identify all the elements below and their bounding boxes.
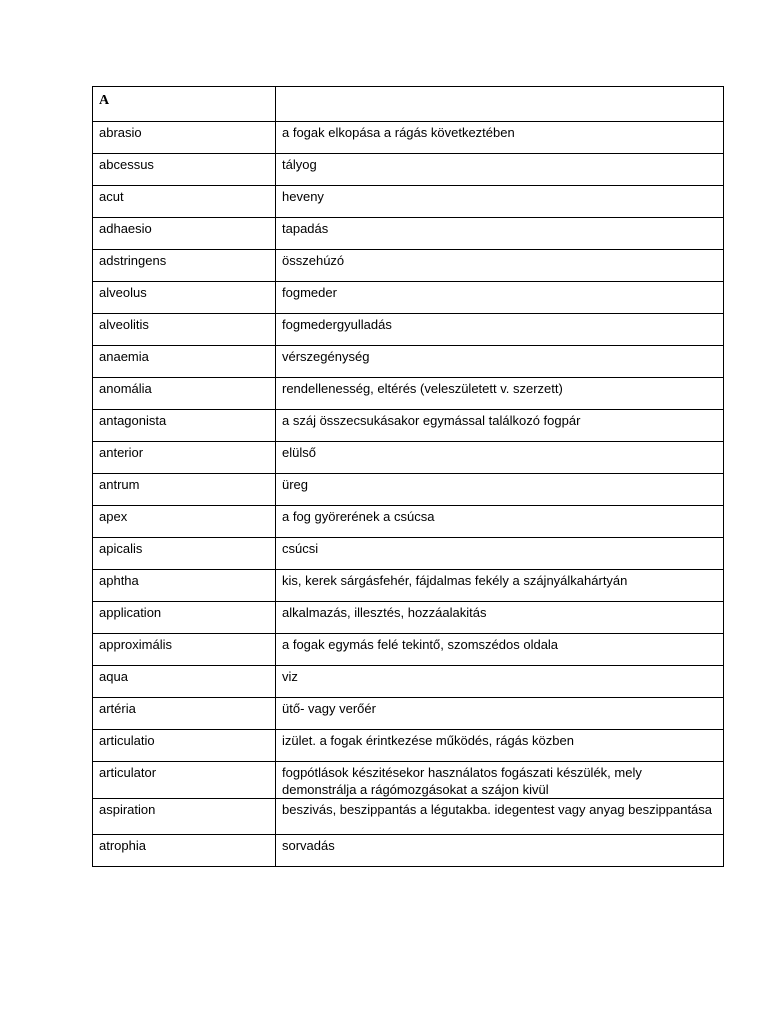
definition-cell: a fog györerének a csúcsa bbox=[276, 506, 724, 538]
definition-cell: izület. a fogak érintkezése működés, rágás közben bbox=[276, 730, 724, 762]
glossary-row bbox=[93, 730, 724, 762]
glossary-row bbox=[93, 698, 724, 730]
glossary-row bbox=[93, 250, 724, 282]
glossary-row bbox=[93, 474, 724, 506]
definition-cell: heveny bbox=[276, 186, 724, 218]
term-cell: alveolus bbox=[93, 282, 276, 314]
glossary-row bbox=[93, 218, 724, 250]
glossary-row bbox=[93, 602, 724, 634]
term-cell: apicalis bbox=[93, 538, 276, 570]
definition-cell: a fogak elkopása a rágás következtében bbox=[276, 122, 724, 154]
term-cell: antrum bbox=[93, 474, 276, 506]
definition-cell: tályog bbox=[276, 154, 724, 186]
term-cell: articulator bbox=[93, 762, 276, 799]
glossary-row bbox=[93, 122, 724, 154]
definition-cell: a fogak egymás felé tekintő, szomszédos oldala bbox=[276, 634, 724, 666]
section-letter: A bbox=[99, 93, 110, 108]
glossary-body bbox=[93, 87, 724, 867]
glossary-row bbox=[93, 154, 724, 186]
term-cell: aphtha bbox=[93, 570, 276, 602]
definition-cell: ütő- vagy verőér bbox=[276, 698, 724, 730]
term-cell: apex bbox=[93, 506, 276, 538]
glossary-row bbox=[93, 442, 724, 474]
glossary-row bbox=[93, 346, 724, 378]
definition-cell: fogpótlások készitésekor használatos fogászati készülék, mely demonstrálja a rágómozgásokat a szájon kivül bbox=[276, 762, 724, 799]
glossary-row bbox=[93, 506, 724, 538]
definition-cell: tapadás bbox=[276, 218, 724, 250]
glossary-row bbox=[93, 835, 724, 867]
definition-cell: alkalmazás, illesztés, hozzáalakitás bbox=[276, 602, 724, 634]
term-cell: abcessus bbox=[93, 154, 276, 186]
glossary-row bbox=[93, 762, 724, 799]
definition-cell: beszivás, beszippantás a légutakba. idegentest vagy anyag beszippantása bbox=[276, 799, 724, 835]
definition-cell: fogmedergyulladás bbox=[276, 314, 724, 346]
definition-cell: üreg bbox=[276, 474, 724, 506]
glossary-row bbox=[93, 378, 724, 410]
glossary-row bbox=[93, 410, 724, 442]
term-cell: adhaesio bbox=[93, 218, 276, 250]
definition-cell: kis, kerek sárgásfehér, fájdalmas fekély a szájnyálkahártyán bbox=[276, 570, 724, 602]
term-cell: abrasio bbox=[93, 122, 276, 154]
term-cell: antagonista bbox=[93, 410, 276, 442]
definition-cell: sorvadás bbox=[276, 835, 724, 867]
glossary-row bbox=[93, 634, 724, 666]
definition-cell: vérszegénység bbox=[276, 346, 724, 378]
glossary-row bbox=[93, 538, 724, 570]
definition-cell: fogmeder bbox=[276, 282, 724, 314]
definition-cell: viz bbox=[276, 666, 724, 698]
term-cell: anterior bbox=[93, 442, 276, 474]
definition-cell: elülső bbox=[276, 442, 724, 474]
section-letter-cell bbox=[93, 87, 276, 122]
glossary-row bbox=[93, 570, 724, 602]
section-header-row bbox=[93, 87, 724, 122]
term-cell: alveolitis bbox=[93, 314, 276, 346]
glossary-row bbox=[93, 282, 724, 314]
glossary-row bbox=[93, 666, 724, 698]
term-cell: approximális bbox=[93, 634, 276, 666]
definition-cell: a száj összecsukásakor egymással találkozó fogpár bbox=[276, 410, 724, 442]
term-cell: artéria bbox=[93, 698, 276, 730]
term-cell: adstringens bbox=[93, 250, 276, 282]
term-cell: application bbox=[93, 602, 276, 634]
term-cell: anaemia bbox=[93, 346, 276, 378]
definition-cell: rendellenesség, eltérés (veleszületett v. szerzett) bbox=[276, 378, 724, 410]
definition-cell: csúcsi bbox=[276, 538, 724, 570]
glossary-table bbox=[92, 86, 724, 867]
section-header-empty-cell bbox=[276, 87, 724, 122]
term-cell: aqua bbox=[93, 666, 276, 698]
term-cell: acut bbox=[93, 186, 276, 218]
glossary-row bbox=[93, 314, 724, 346]
glossary-row bbox=[93, 799, 724, 835]
term-cell: aspiration bbox=[93, 799, 276, 835]
glossary-row bbox=[93, 186, 724, 218]
term-cell: anomália bbox=[93, 378, 276, 410]
definition-cell: összehúzó bbox=[276, 250, 724, 282]
term-cell: atrophia bbox=[93, 835, 276, 867]
term-cell: articulatio bbox=[93, 730, 276, 762]
